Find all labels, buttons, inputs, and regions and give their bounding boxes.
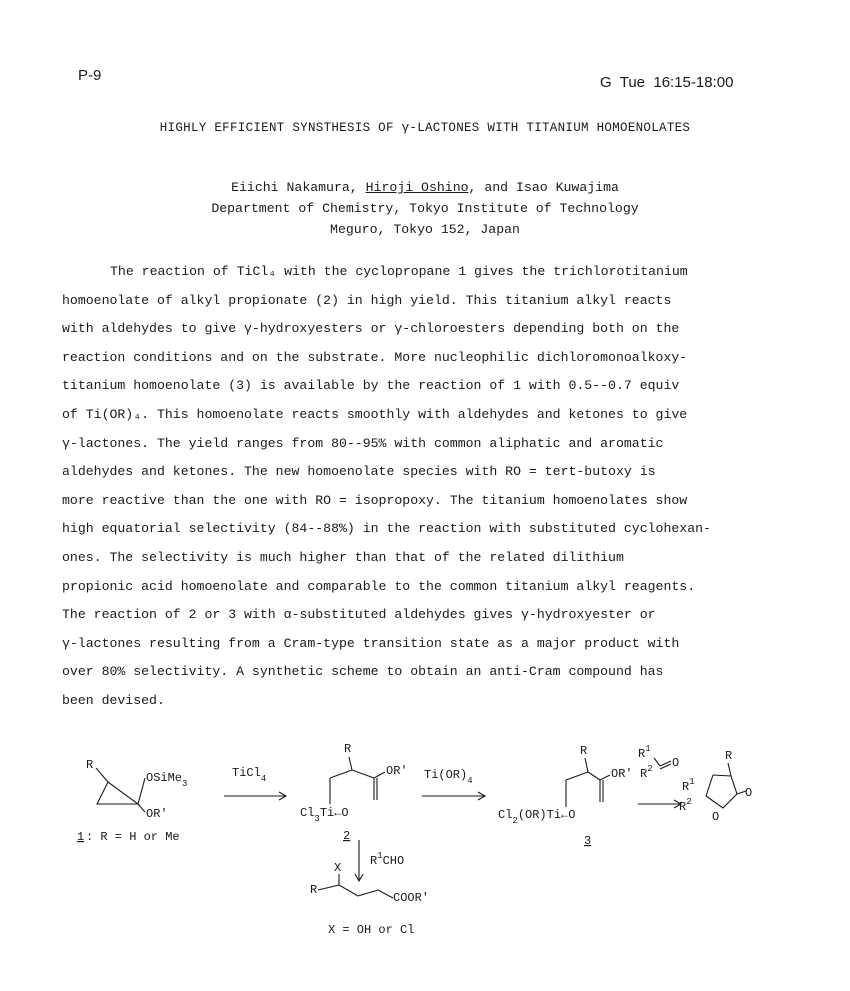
abstract-line: The reaction of TiCl₄ with the cyclopropane 1 gives the trichlorotitanium xyxy=(110,264,688,279)
lac-r2: $R^2$ xyxy=(679,797,692,814)
ald-o: O xyxy=(672,756,680,770)
compound-3 xyxy=(498,744,633,848)
author-line xyxy=(0,177,850,198)
abstract-line: more reactive than the one with RO = isopropoxy. The titanium homoenolates show xyxy=(62,492,688,508)
c3-bond xyxy=(566,772,588,780)
c2-tiprefix: $Cl_3Ti\leftarrow O$ xyxy=(300,806,349,824)
ald-bond xyxy=(654,758,660,766)
prod-x: X xyxy=(334,861,342,875)
c1-bond xyxy=(138,778,145,804)
arrow-1 xyxy=(224,766,286,800)
c2-r-label: R xyxy=(344,742,352,756)
lac-r1: $R^1$ xyxy=(682,777,695,794)
prod-label: X = OH or Cl xyxy=(328,923,415,937)
compound-1 xyxy=(77,758,187,844)
lactone-product xyxy=(679,749,752,824)
c3-bond xyxy=(588,772,600,780)
author-1: Eiichi Nakamura, xyxy=(231,180,366,195)
prod-r: R xyxy=(310,883,318,897)
abstract-line: over 80% selectivity. A synthetic scheme to obtain an anti-Cram compound has xyxy=(62,664,664,680)
abstract-line: been devised. xyxy=(62,692,165,708)
prod-bond xyxy=(378,890,393,898)
c1-label: : R = H or Me xyxy=(86,830,180,844)
abstract xyxy=(62,258,752,716)
ald-r1: $R^1$ xyxy=(638,744,651,761)
c2-number: 2 xyxy=(343,829,351,843)
prod-bond xyxy=(358,890,378,896)
paper-id: P-9 xyxy=(78,67,102,84)
c2-bond xyxy=(330,770,352,778)
c1-r-label: R xyxy=(86,758,94,772)
arrow-down xyxy=(355,840,404,881)
arrow-3 xyxy=(638,800,681,808)
prod-bond xyxy=(318,885,339,890)
abstract-line: titanium homoenolate (3) is available by the reaction of 1 with 0.5--0.7 equiv xyxy=(62,378,680,394)
abstract-line: of Ti(OR)₄. This homoenolate reacts smoothly with aldehydes and ketones to give xyxy=(62,406,688,422)
arrow-1-reagent: TiCl$_4$ xyxy=(232,766,267,784)
c2-bond xyxy=(374,772,385,778)
lac-ring xyxy=(706,775,737,808)
abstract-line: ones. The selectivity is much higher than that of the related dilithium xyxy=(62,549,624,565)
session-time: G Tue 16:15-18:00 xyxy=(600,74,734,91)
c3-bond xyxy=(585,758,588,772)
abstract-line: propionic acid homoenolate and comparable to the common titanium alkyl reagents. xyxy=(62,578,696,594)
c1-bond xyxy=(96,768,108,782)
c1-ring xyxy=(97,782,138,804)
abstract-line: aldehydes and ketones. The new homoenolate species with RO = tert-butoxy is xyxy=(62,464,656,480)
c1-or: OR' xyxy=(146,807,168,821)
lac-r: R xyxy=(725,749,733,763)
c3-or: OR' xyxy=(611,767,633,781)
ald-r2: $R^2$ xyxy=(640,764,653,781)
lac-o-ring: O xyxy=(712,810,720,824)
affiliation: Department of Chemistry, Tokyo Institute of Technology xyxy=(211,201,639,216)
c3-number: 3 xyxy=(584,834,592,848)
c3-r-label: R xyxy=(580,744,588,758)
abstract-line: reaction conditions and on the substrate. More nucleophilic dichloromonoalkoxy- xyxy=(62,349,688,365)
author-3: , and Isao Kuwajima xyxy=(468,180,619,195)
reaction-scheme xyxy=(0,730,850,991)
author-block xyxy=(0,177,850,240)
c1-osime: OSiMe$_3$ xyxy=(146,771,188,789)
abstract-line: with aldehydes to give γ-hydroxyesters or γ-chloroesters depending both on the xyxy=(62,321,680,337)
c1-bond xyxy=(138,804,145,812)
author-2-presenter: Hiroji Oshino xyxy=(365,180,469,195)
paper-title: HIGHLY EFFICIENT SYNSTHESIS OF γ-LACTONES WITH TITANIUM HOMOENOLATES xyxy=(159,121,691,135)
ester-product xyxy=(310,861,429,937)
abstract-line: high equatorial selectivity (84--88%) in the reaction with substituted cyclohexan- xyxy=(62,521,711,537)
abstract-line: homoenolate of alkyl propionate (2) in high yield. This titanium alkyl reacts xyxy=(62,292,672,308)
c2-bond xyxy=(349,757,352,770)
arrow-down-reagent: $R^1CHO$ xyxy=(370,851,405,868)
c1-number: 1 xyxy=(77,830,85,844)
carbonyl-reagent xyxy=(638,744,679,781)
c2-or: OR' xyxy=(386,764,408,778)
lac-o-carbonyl: O xyxy=(745,786,753,800)
c3-tiprefix: $Cl_2(OR)Ti\leftarrow O$ xyxy=(498,808,576,826)
c3-bond xyxy=(600,775,610,780)
address: Meguro, Tokyo 152, Japan xyxy=(330,222,520,237)
abstract-line: The reaction of 2 or 3 with α-substituted aldehydes gives γ-hydroxyester or xyxy=(62,607,656,623)
abstract-line: γ-lactones. The yield ranges from 80--95% with common aliphatic and aromatic xyxy=(62,435,664,451)
c2-bond xyxy=(352,770,374,778)
arrow-2-reagent: $Ti(OR)_4$ xyxy=(424,768,473,786)
prod-coor: COOR' xyxy=(393,891,430,905)
arrow-2 xyxy=(422,768,485,800)
abstract-line: γ-lactones resulting from a Cram-type transition state as a major product with xyxy=(62,635,680,651)
prod-bond xyxy=(339,885,358,896)
compound-2 xyxy=(300,742,408,843)
lac-bond xyxy=(728,763,731,776)
